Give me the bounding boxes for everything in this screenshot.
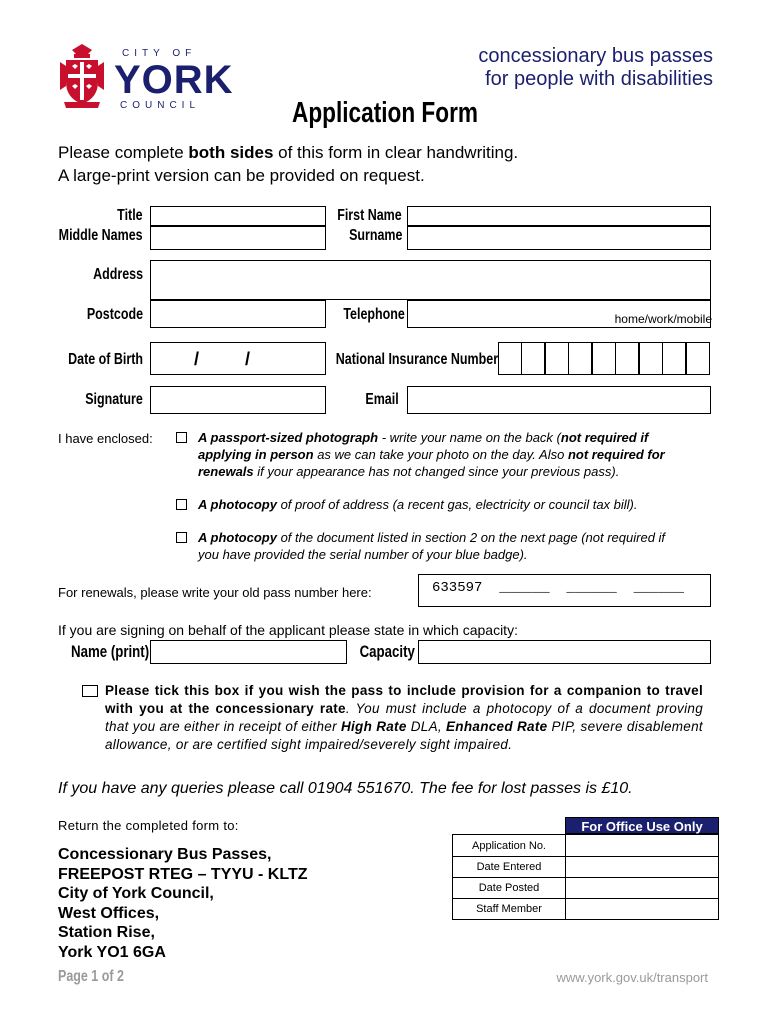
companion-checkbox[interactable] [82, 685, 98, 697]
ni-box[interactable] [498, 342, 522, 375]
office-date-entered-field[interactable] [566, 857, 719, 878]
label-name-print: Name (print) [70, 642, 149, 661]
label-address: Address [93, 266, 143, 283]
table-row [453, 835, 719, 857]
enclosed-address-proof-checkbox[interactable] [176, 499, 187, 510]
address-line: Station Rise, [58, 924, 155, 941]
office-use-header: For Office Use Only [565, 817, 719, 834]
enclosed-photo-checkbox[interactable] [176, 432, 187, 443]
ni-box[interactable] [615, 342, 639, 375]
renewal-pass-number-value: 633597 ______ ______ ______ [432, 580, 685, 596]
page-number: Page 1 of 2 [58, 968, 124, 985]
return-label: Return the completed form to: [58, 818, 239, 833]
label-surname: Surname [348, 227, 402, 244]
logo-york: YORK [114, 58, 234, 102]
dob-separator-2: / [245, 349, 251, 369]
york-crest-icon [58, 42, 106, 114]
label-middle-names: Middle Names [59, 227, 143, 244]
label-signature: Signature [85, 391, 143, 408]
office-use-table [452, 817, 719, 920]
capacity-field[interactable] [418, 640, 711, 664]
address-line: City of York Council, [58, 885, 214, 902]
first-name-field[interactable] [407, 206, 711, 226]
intro-line-2: A large-print version can be provided on request. [58, 166, 425, 185]
label-dob: Date of Birth [68, 351, 143, 368]
enclosed-address-proof-text: A photocopy of proof of address (a recent gas, electricity or council tax bill). [198, 497, 638, 512]
label-ni-number: National Insurance Number [335, 351, 498, 368]
title-field[interactable] [150, 206, 326, 226]
queries-line: If you have any queries please call 01904 551670. The fee for lost passes is £10. [58, 780, 633, 797]
ni-box[interactable] [639, 342, 663, 375]
ni-box[interactable] [592, 342, 616, 375]
surname-field[interactable] [407, 226, 711, 250]
label-first-name: First Name [337, 207, 402, 224]
form-title: Application Form [292, 97, 478, 129]
enclosed-photo-text: A passport-sized photograph - write your name on the back (not required if applying in person as we can take your photo on the day. Also not required for renewals if your appearance has not changed since your previous pass). [198, 430, 665, 479]
signature-field[interactable] [150, 386, 326, 414]
label-email: Email [365, 391, 399, 408]
office-staff-member-field[interactable] [566, 899, 719, 920]
dob-field[interactable] [150, 342, 326, 375]
ni-box[interactable] [545, 342, 569, 375]
ni-box[interactable] [568, 342, 592, 375]
address-line: FREEPOST RTEG – TYYU - KLTZ [58, 865, 308, 883]
office-row-label: Staff Member [453, 899, 566, 920]
table-row [453, 857, 719, 878]
heading-line-2: for people with disabilities [485, 68, 713, 90]
office-date-posted-field[interactable] [566, 878, 719, 899]
label-telephone: Telephone [343, 306, 405, 323]
office-row-label: Application No. [453, 835, 566, 857]
enclosed-label: I have enclosed: [58, 431, 153, 446]
logo-city-of: CITY OF [122, 48, 197, 59]
label-postcode: Postcode [86, 306, 143, 323]
footer-url[interactable]: www.york.gov.uk/transport [556, 970, 708, 985]
address-line: Concessionary Bus Passes, [58, 846, 272, 863]
telephone-hint: home/work/mobile [614, 312, 712, 326]
companion-text: Please tick this box if you wish the pass to include provision for a companion to travel with you at the concessionary rate. You must include a photocopy of a document proving that you are either in receipt of either High Rate DLA, Enhanced Rate PIP, severe disablement allowance, or are certified sight impaired/severely sight impaired. [105, 683, 704, 752]
intro-line-1: Please complete both sides of this form in clear handwriting. [58, 143, 519, 162]
postcode-field[interactable] [150, 300, 326, 328]
heading-line-1: concessionary bus passes [478, 45, 713, 67]
dob-separator-1: / [194, 349, 200, 369]
email-field[interactable] [407, 386, 711, 414]
council-logo [58, 42, 238, 114]
enclosed-section2-checkbox[interactable] [176, 532, 187, 543]
office-row-label: Date Entered [453, 857, 566, 878]
behalf-intro: If you are signing on behalf of the applicant please state in which capacity: [58, 622, 518, 638]
logo-council: COUNCIL [120, 100, 201, 111]
address-line: West Offices, [58, 904, 160, 922]
office-row-label: Date Posted [453, 878, 566, 899]
name-print-field[interactable] [150, 640, 347, 664]
renewal-label: For renewals, please write your old pass number here: [58, 585, 372, 600]
address-line: York YO1 6GA [58, 943, 166, 961]
ni-box[interactable] [686, 342, 710, 375]
ni-box[interactable] [662, 342, 686, 375]
return-address [58, 845, 308, 962]
ni-box[interactable] [521, 342, 545, 375]
label-title: Title [117, 207, 143, 224]
table-row [453, 899, 719, 920]
label-capacity: Capacity [359, 642, 415, 661]
office-application-no-field[interactable] [566, 835, 719, 857]
middle-names-field[interactable] [150, 226, 326, 250]
enclosed-section2-text: A photocopy of the document listed in section 2 on the next page (not required if you have provided the serial number of your blue badge). [198, 530, 666, 562]
table-row [453, 878, 719, 899]
address-field[interactable] [150, 260, 711, 300]
